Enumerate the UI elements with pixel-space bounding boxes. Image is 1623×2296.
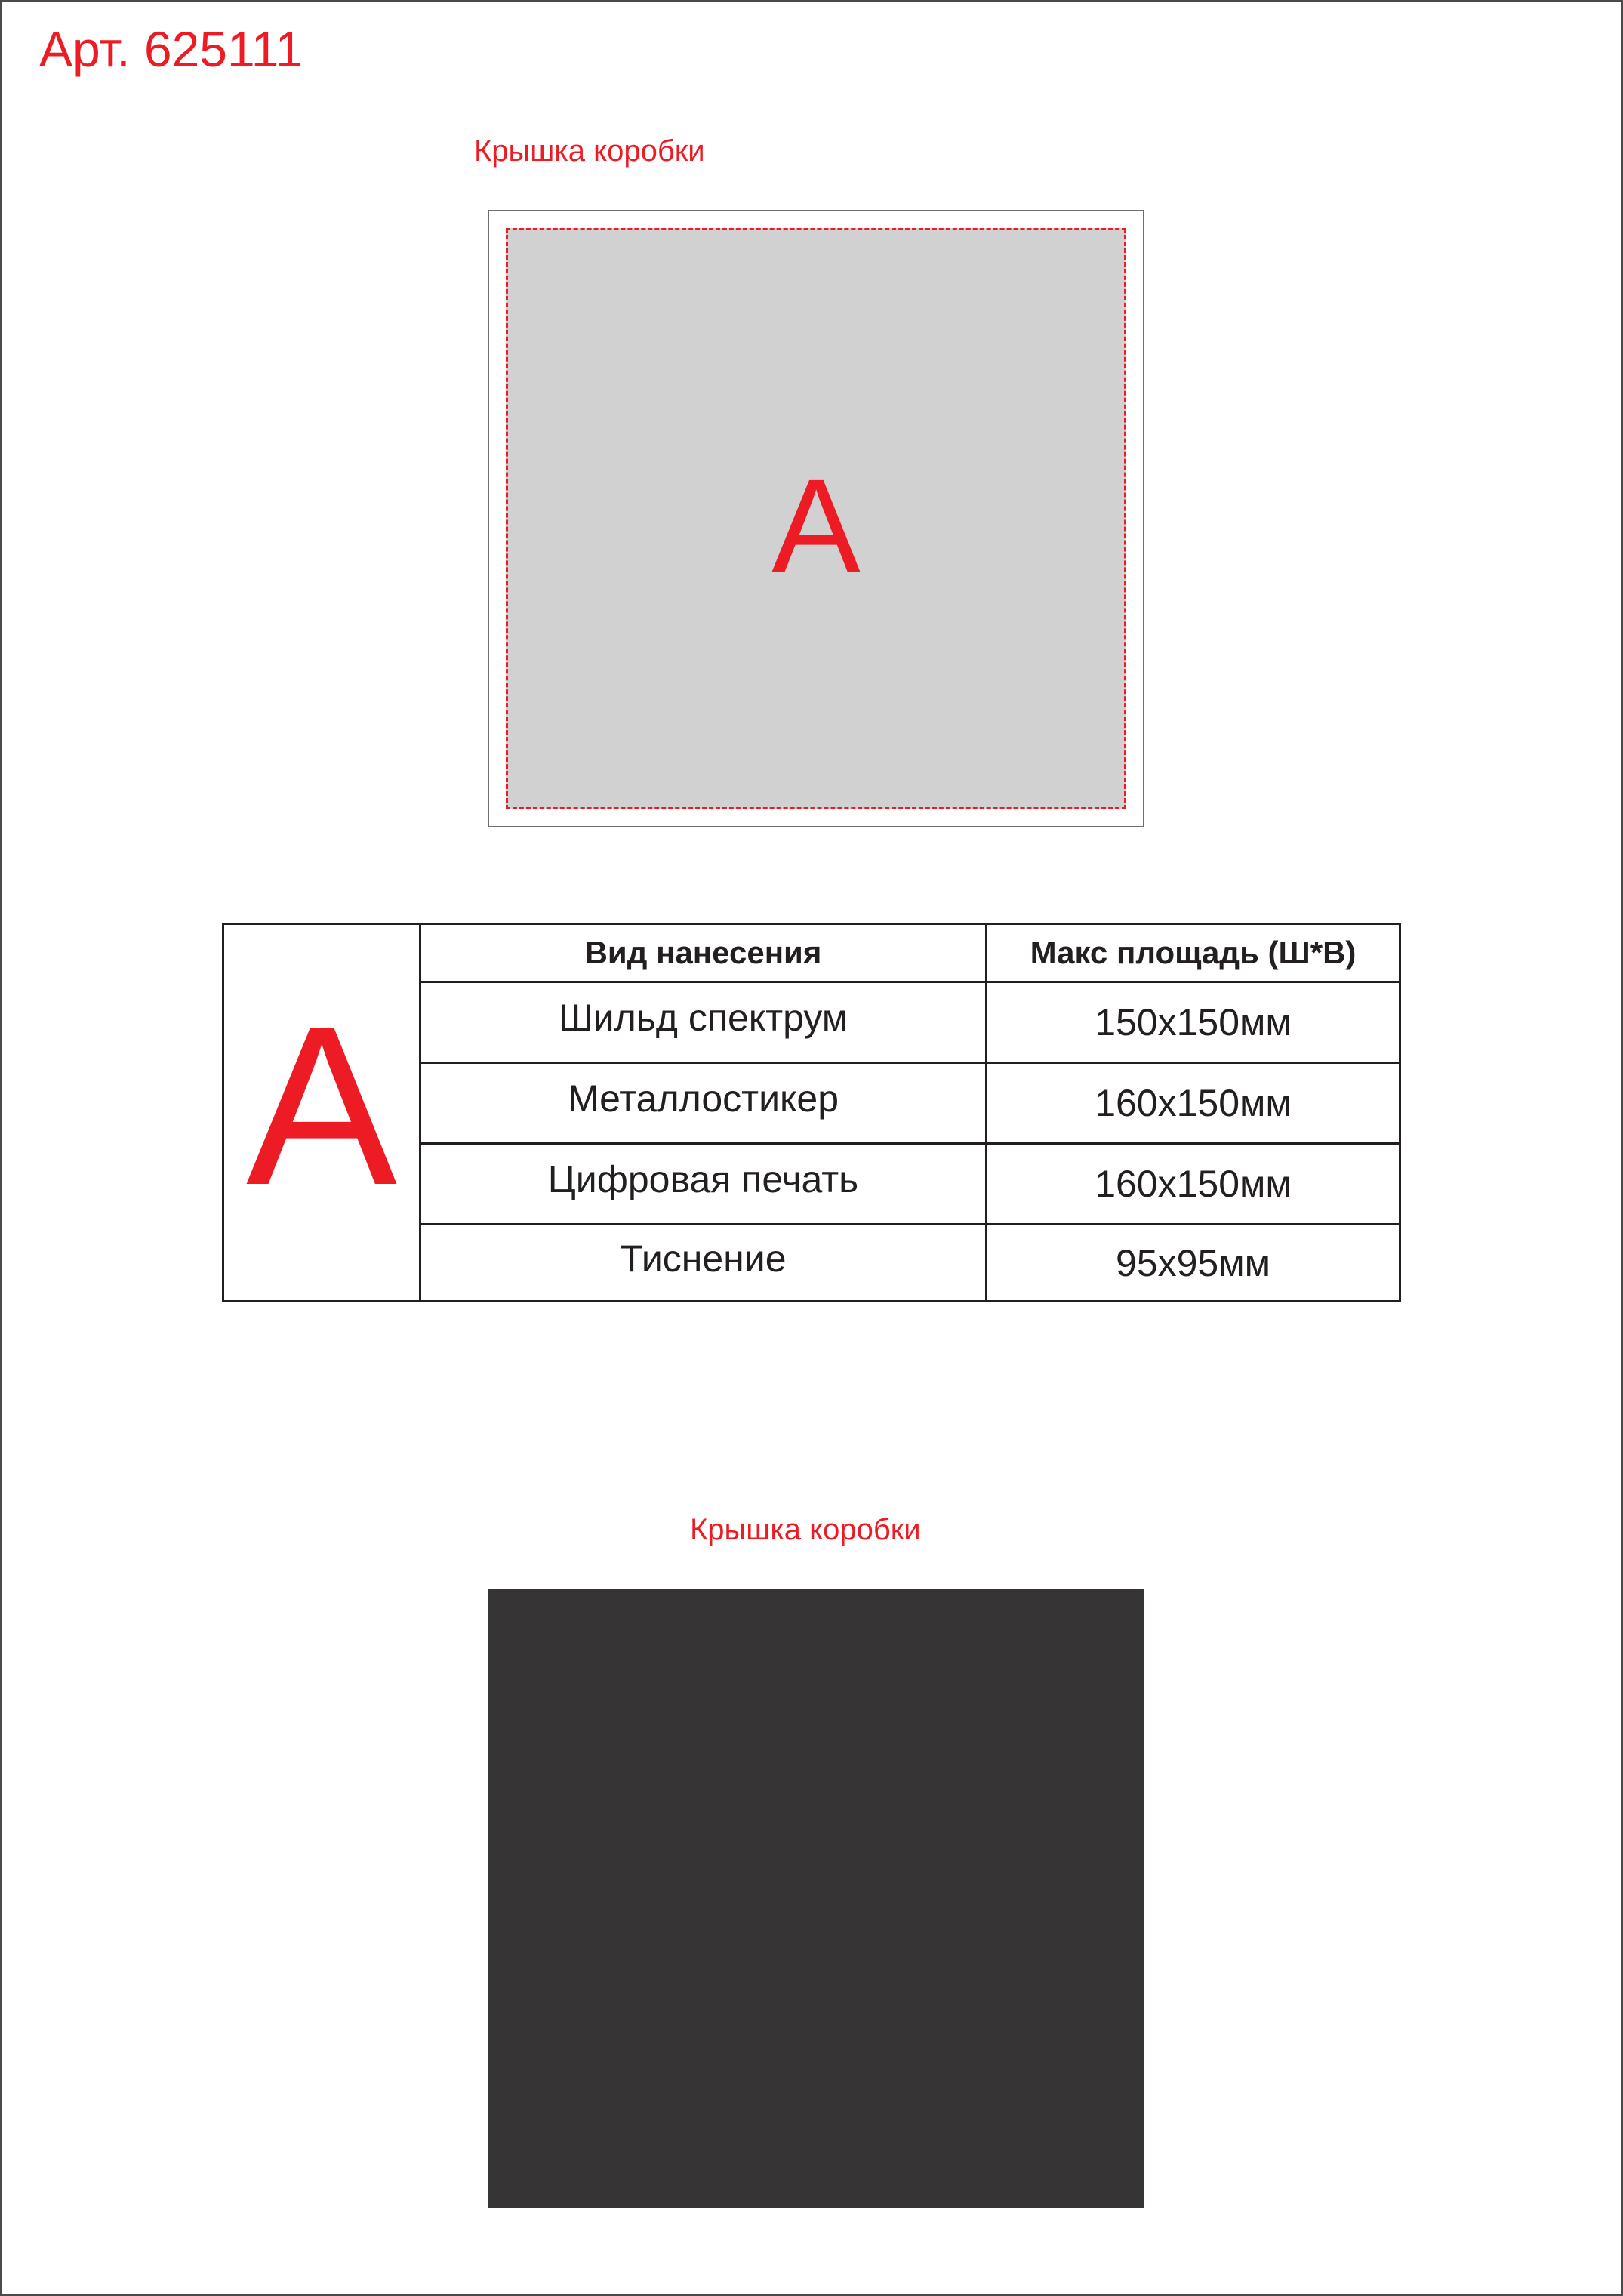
table-row xyxy=(421,1223,1399,1300)
zone-cell xyxy=(224,925,421,1300)
article-number: Арт. 625111 xyxy=(39,21,303,77)
row-max-area: 160x150мм xyxy=(1095,1082,1292,1124)
spec-grid xyxy=(421,925,1399,1300)
row-method: Цифровая печать xyxy=(421,1145,987,1223)
row-max-area: 160x150мм xyxy=(1095,1163,1292,1205)
header-method: Вид нанесения xyxy=(421,925,987,981)
lid-color-preview xyxy=(488,1589,1144,2208)
table-row xyxy=(421,1062,1399,1142)
table-row xyxy=(421,981,1399,1062)
row-method: Шильд спектрум xyxy=(421,983,987,1062)
spec-table xyxy=(222,923,1401,1302)
row-max-area: 95x95мм xyxy=(1116,1241,1270,1284)
row-method: Металлостикер xyxy=(421,1064,987,1142)
table-header-row xyxy=(421,925,1399,981)
top-lid-label: Крышка коробки xyxy=(474,134,705,168)
row-method: Тиснение xyxy=(421,1225,987,1300)
table-row xyxy=(421,1142,1399,1223)
header-max-area: Макс площадь (Ш*В) xyxy=(1030,935,1357,970)
zone-letter: А xyxy=(245,978,398,1232)
bottom-lid-label: Крышка коробки xyxy=(690,1513,921,1546)
row-max-area: 150x150мм xyxy=(1095,1001,1292,1043)
print-area-a xyxy=(506,228,1126,809)
print-area-letter: А xyxy=(771,452,861,600)
